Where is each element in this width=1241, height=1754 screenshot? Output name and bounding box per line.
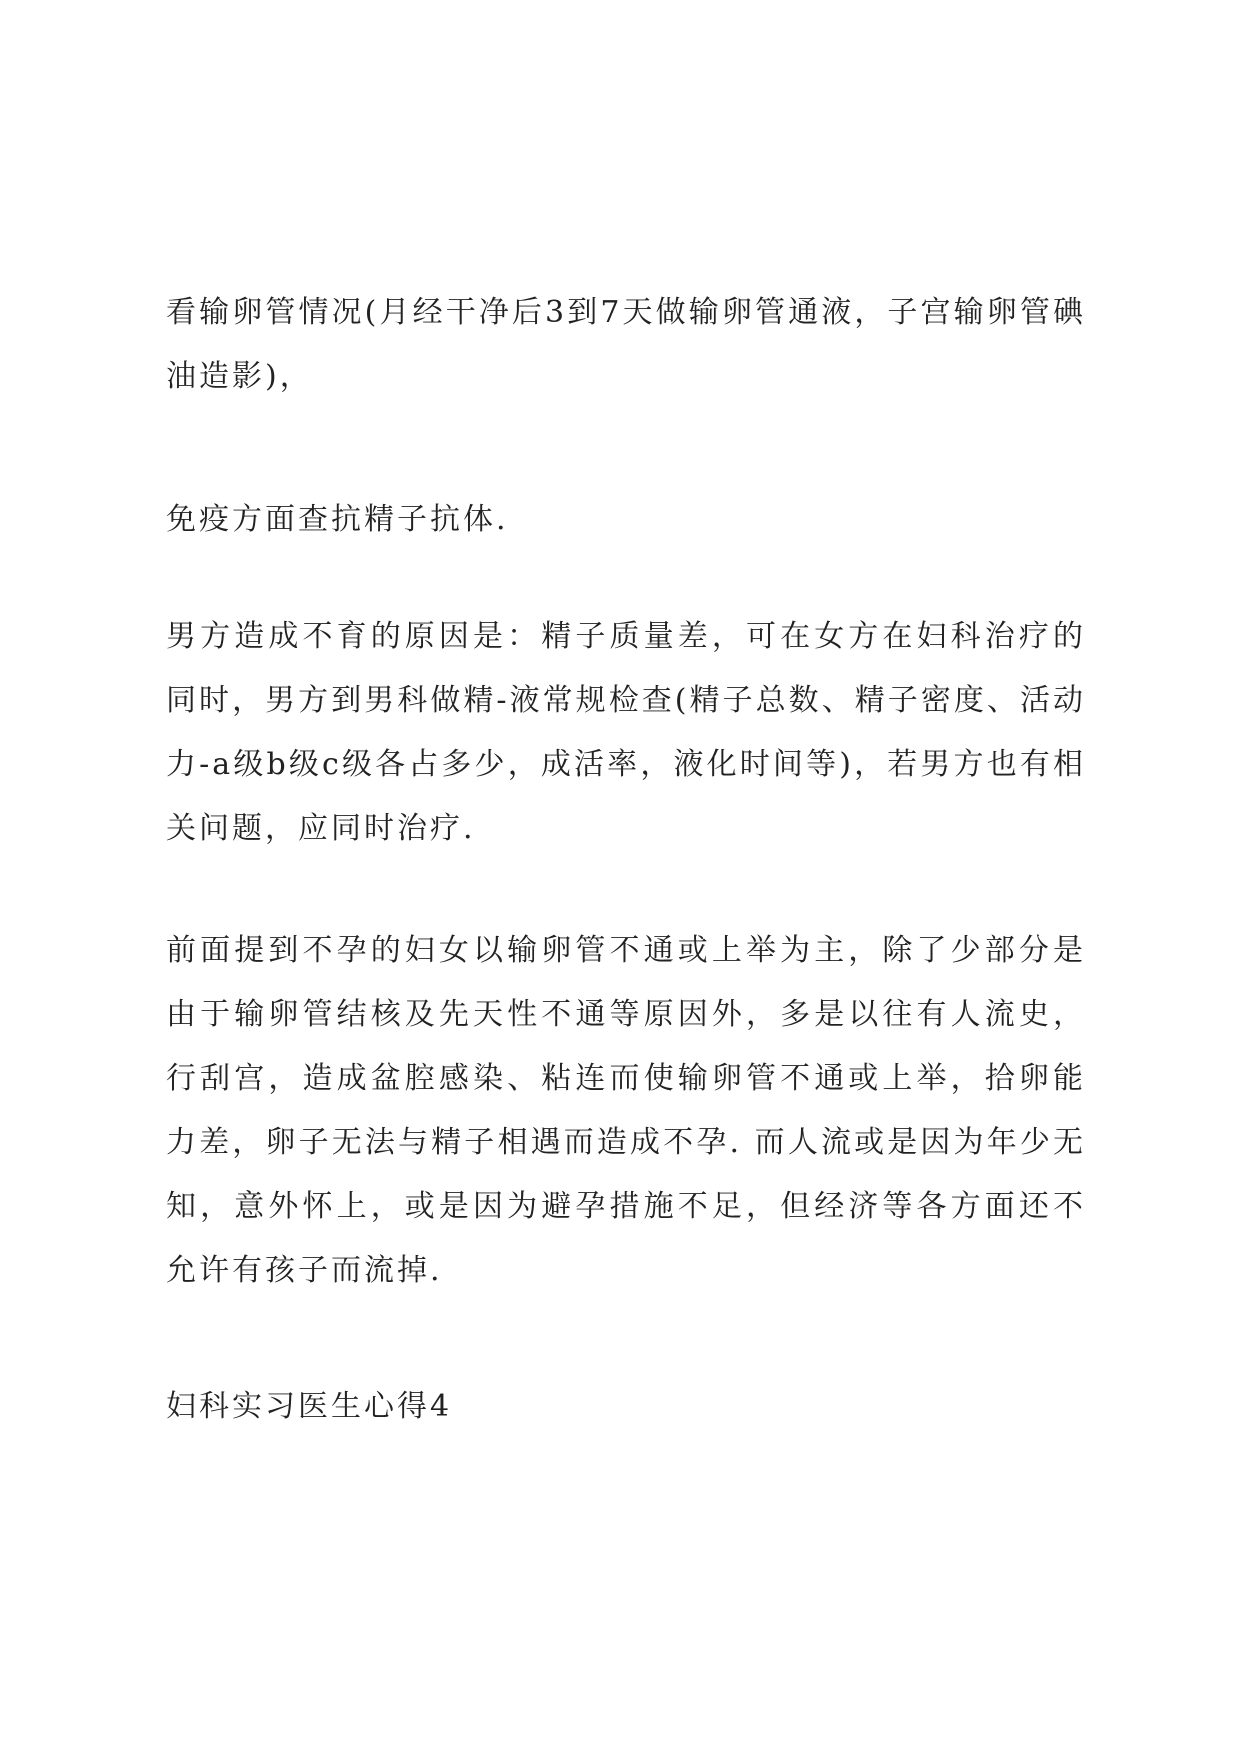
paragraph-female-infertility-causes: 前面提到不孕的妇女以输卵管不通或上举为主，除了少部分是由于输卵管结核及先天性不通等原因外，多是以往有人流史，行刮宫，造成盆腔感染、粘连而使输卵管不通或上举，拾卵能力差，卵子无法与精子相遇而造成不孕. 而人流或是因为年少无知，意外怀上，或是因为避孕措施不足，但经济等各方面还不允许有孩子而流掉. (166, 933, 1086, 1288)
paragraph-immune-check: 免疫方面查抗精子抗体. (166, 502, 509, 537)
paragraph-fallopian-check: 看输卵管情况(月经干净后3到7天做输卵管通液，子宫输卵管碘油造影)， (166, 295, 1086, 394)
paragraph-male-infertility: 男方造成不育的原因是：精子质量差，可在女方在妇科治疗的同时，男方到男科做精-液常规检查(精子总数、精子密度、活动力-a级b级c级各占多少，成活率，液化时间等)，若男方也有相关问题，应同时治疗. (166, 619, 1086, 846)
section-heading: 妇科实习医生心得4 (166, 1389, 453, 1424)
